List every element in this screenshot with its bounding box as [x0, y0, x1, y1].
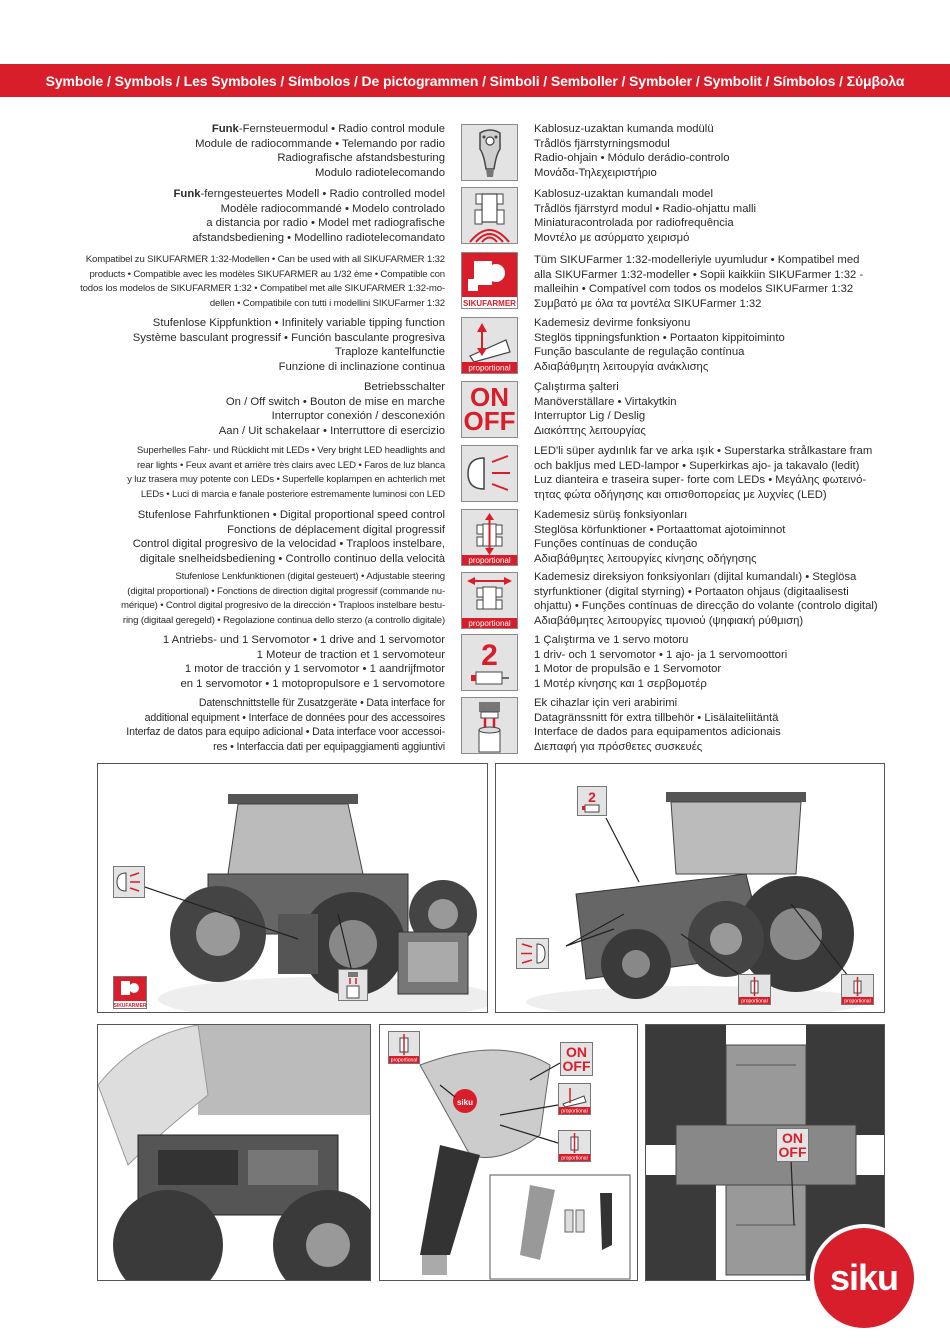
steering-badge: [841, 974, 874, 1005]
symbol-desc-right: Ek cihazlar için veri arabirimi Datagränssnitt för extra tillbehör • Lisälaiteliitäntä Interface de dados para equipamentos adicionais Διεπαφή για πρόσθετες συσκευές: [534, 697, 781, 753]
remote-logo-text: siku: [456, 1098, 474, 1107]
motor-mini-number: 2: [588, 789, 596, 805]
headlight-badge: [516, 938, 549, 969]
proportional-mini-label: proportional: [561, 1155, 588, 1161]
photo-battery-compartment: [97, 1024, 371, 1281]
motor-icon: [461, 634, 518, 691]
battery-illustration: [98, 1025, 371, 1281]
tractor-front-illustration: [496, 764, 885, 1013]
symbol-desc-left: Datenschnittstelle für Zusatzgeräte • Data interface for additional equipment • Interface de données pour des accessoires Interfaz de datos para equipo adicional • Data interface voor accessoi- res • Interfaccia dati per equipaggiamenti aggiuntivi: [126, 697, 445, 753]
symbol-desc-right: Kablosuz-uzaktan kumandalı model Trådlös fjärrstyrd modul • Radio-ohjattu malli Miniaturacontrolada por radiofrequência Μοντέλο με ασύρματο χειρισμό: [534, 188, 757, 244]
remote-control-icon: [461, 124, 518, 181]
sikufarmer-label: SIKUFARMER: [463, 299, 516, 308]
photo-tractor-front: [495, 763, 885, 1013]
photo-tractor-rear: [97, 763, 488, 1013]
symbol-desc-right: Kademesiz sürüş fonksiyonları Steglösa körfunktioner • Portaattomat ajotoiminnot Funções contínuas de condução Αδιαβάθμητες λειτουργίες κίνησης οδήγησης: [534, 509, 786, 565]
tipping-badge: [558, 1083, 591, 1115]
symbol-desc-left: Superhelles Fahr- und Rücklicht mit LEDs • Very bright LED headlights and rear lights • Feux avant et arrière très clairs avec LED • Faros de luz blanca y luz trasera muy potente con LEDs • Superfelle koplampen en achterlich met LEDs • Luci di marcia e fanale posteriore estremamente luminosi con LED: [127, 445, 445, 500]
symbol-desc-left: Funk-Fernsteuermodul • Radio control module Module de radiocommande • Telemando por radio Radiografische afstandsbesturing Modulo radiotelecomando: [195, 123, 445, 179]
proportional-mini-label: proportional: [390, 1057, 418, 1063]
symbol-desc-left: Betriebsschalter On / Off switch • Bouton de mise en marche Interruptor conexión / desconexión Aan / Uit schakelaar • Interruttore di esercizio: [218, 381, 445, 437]
symbol-desc-left: Funk-ferngesteuertes Modell • Radio controlled model Modèle radiocommandé • Modelo controlado a distancia por radio • Model met radiografische afstandsbediening • Modellino radiotelecomandato: [173, 188, 445, 244]
steering-icon: [461, 572, 518, 629]
off-mini-label: OFF: [778, 1144, 807, 1160]
symbols-banner: [0, 64, 950, 97]
speed-icon: [461, 509, 518, 566]
onoff-badge: [776, 1128, 809, 1162]
photo-remote-controller: [379, 1024, 638, 1281]
symbol-desc-right: LED'li süper aydınlık far ve arka ışık • Superstarka strålkastare fram och bakljus med LED-lampor • Superkirkas ajo- ja takavalo (ledit) Luz dianteira e traseira super- forte com LEDs • Μεγάλης φωτεινό- τητας φώτα οδήγησης και οπισθοπορείας με λυχνίες (LED): [534, 445, 873, 501]
on-label: ON: [470, 382, 509, 412]
sikufarmer-badge: [113, 976, 147, 1009]
headlight-badge: [113, 866, 145, 898]
symbol-desc-left: Kompatibel zu SIKUFARMER 1:32-Modellen • Can be used with all SIKUFARMER 1:32 products • Compatible avec les modèles SIKUFARMER au 1/32 ème • Compatible con todos los modelos de SIKUFARMER 1:32 • Compatibel met alle SIKUFARMER 1:32-mo- dellen • Compatibile con tutti i modellini SIKUFarmer 1:32: [80, 254, 445, 309]
headlight-icon: [461, 445, 518, 502]
on-mini-label: ON: [782, 1130, 803, 1146]
speed-badge: [738, 974, 771, 1005]
symbol-desc-left: 1 Antriebs- und 1 Servomotor • 1 drive and 1 servomotor 1 Moteur de traction et 1 servomoteur 1 motor de tracción y 1 servomotor • 1 aandrijfmotor en 1 servomotor • 1 motopropulsore e 1 servomotore: [162, 634, 445, 690]
sikufarmer-mini-label: SIKUFARMER: [114, 1003, 146, 1008]
motor-number: 2: [481, 639, 498, 672]
data-interface-badge: [338, 969, 368, 1001]
on-mini-label: ON: [566, 1044, 587, 1060]
symbol-desc-right: Çalıştırma şalteri Manöverställare • Virtakytkin Interruptor Lig / Deslig Διακόπτης λειτουργίας: [534, 381, 677, 437]
symbol-desc-left: Stufenlose Lenkfunktionen (digital gesteuert) • Adjustable steering (digital proportional) • Fonctions de direction digital progressif (commande nu- mérique) • Control digital progresivo de la dirección • Traploos instelbare bestu- ring (digitaal geregeld) • Regolazione continua dello sterzo (a controllo digitale): [121, 571, 445, 626]
onoff-badge: [560, 1042, 593, 1076]
off-mini-label: OFF: [562, 1058, 591, 1074]
sikufarmer-icon: [461, 252, 518, 309]
proportional-mini-label: proportional: [561, 1108, 588, 1114]
tipping-icon: [461, 317, 518, 374]
motor-badge: [577, 786, 607, 816]
proportional-mini-label: proportional: [844, 998, 871, 1004]
data-interface-icon: [461, 697, 518, 754]
symbol-desc-left: Stufenlose Fahrfunktionen • Digital proportional speed control Fonctions de déplacement digital progressif Control digital progresivo de la velocidad • Traploos instelbare, digitale snelheidsbediening • Controllo continuo della velocità: [132, 509, 445, 565]
banner-title: Symbole / Symbols / Les Symboles / Símbolos / De pictogrammen / Simboli / Semboller / Symboler / Symbolit / Símbolos / Σύμβολα: [45, 72, 905, 89]
proportional-label: proportional: [468, 556, 511, 565]
off-label: OFF: [463, 406, 516, 436]
steering-badge: [558, 1130, 591, 1162]
siku-logo: [810, 1224, 918, 1332]
symbol-desc-left: Stufenlose Kippfunktion • Infinitely variable tipping function Système basculant progressif • Función basculante progresiva Traploze kantelfunctie Funzione di inclinazione continua: [132, 317, 445, 373]
symbol-desc-right: Kademesiz devirme fonksiyonu Steglös tippningsfunktion • Portaaton kippitoiminto Função basculante de regulação contínua Αδιαβάθμητη λειτουργία ανάκλισης: [534, 317, 785, 373]
speed-badge: [388, 1031, 420, 1064]
proportional-label: proportional: [468, 363, 511, 373]
siku-logo-text: siku: [829, 1257, 899, 1298]
symbol-desc-right: Kademesiz direksiyon fonksiyonları (dijital kumandalı) • Steglösa styrfunktioner (digital styrning) • Portaaton ohjaus (digitaalisesti ohjattu) • Funções contínuas de direcção do volante (controlo digital) Αδιαβάθμητες λειτουργίες τιμονιού (ψηφιακή ρύθμιση): [534, 571, 878, 627]
proportional-mini-label: proportional: [741, 998, 768, 1004]
symbol-desc-right: Kablosuz-uzaktan kumanda modülü Trådlös fjärrstyrningsmodul Radio-ohjain • Módulo derádio-controlo Μονάδα-Τηλεχειριστήριο: [534, 123, 730, 179]
symbol-desc-right: 1 Çalıştırma ve 1 servo motoru 1 driv- och 1 servomotor • 1 ajo- ja 1 servomoottori 1 Motor de propulsão e 1 Servomotor 1 Μοτέρ κίνησης και 1 σερβομοτέρ: [534, 634, 788, 690]
on-off-icon: [461, 381, 518, 438]
radio-tractor-icon: [461, 187, 518, 244]
proportional-label: proportional: [468, 619, 511, 628]
symbol-desc-right: Tüm SIKUFarmer 1:32-modelleriyle uyumludur • Kompatibel med alla SIKUFarmer 1:32-modeller • Sopii kaikkiin SIKUFarmer 1:32 - malleihin • Compatível com todos os modelos SIKUFarmer 1:32 Συμβατό με όλα τα μοντέλα SIKUFarmer 1:32: [534, 254, 864, 310]
tractor-rear-illustration: [98, 764, 488, 1013]
